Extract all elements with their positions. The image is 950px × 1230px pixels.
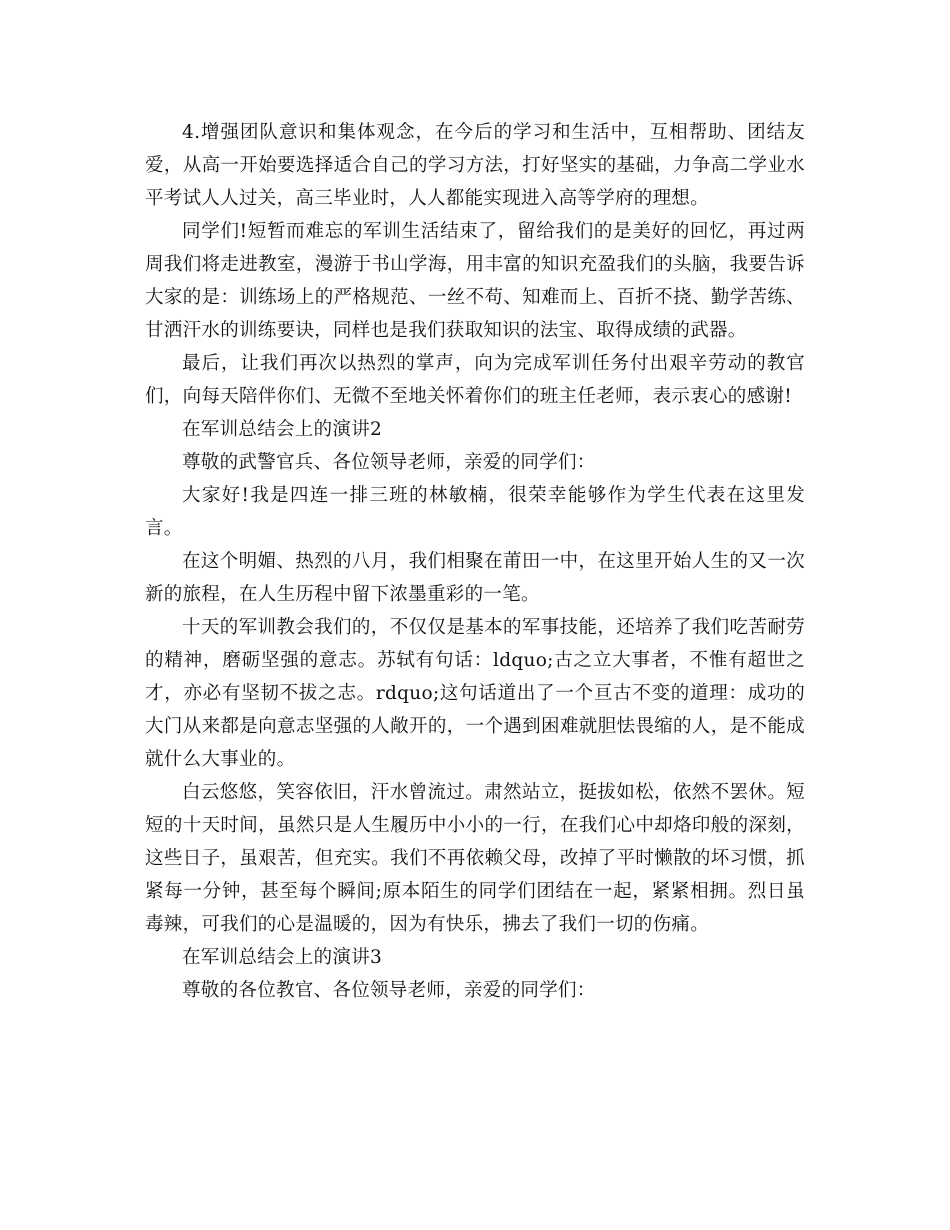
paragraph-classmates: 同学们!短暂而难忘的军训生活结束了，留给我们的是美好的回忆，再过两周我们将走进教室，漫游于书山学海，用丰富的知识充盈我们的头脑，我要告诉大家的是：训练场上的严格规范、一丝不苟、知难而上、百折不挠、勤学苦练、甘洒汗水的训练要诀，同样也是我们获取知识的法宝、取得成绩的武器。 — [145, 221, 805, 341]
speech-2-paragraph-ten-days: 十天的军训教会我们的，不仅仅是基本的军事技能，还培养了我们吃苦耐劳的精神，磨砺坚强的意志。苏轼有句话：ldquo;古之立大事者，不惟有超世之才，亦必有坚韧不拔之志。rdquo;这句话道出了一个亘古不变的道理：成功的大门从来都是向意志坚强的人敞开的，一个遇到困难就胆怯畏缩的人，是不能成就什么大事业的。 — [145, 617, 805, 770]
speech-3-heading: 在军训总结会上的演讲3 — [182, 947, 383, 968]
speech-2-heading: 在军训总结会上的演讲2 — [182, 419, 383, 440]
speech-2-greeting: 大家好!我是四连一排三班的林敏楠，很荣幸能够作为学生代表在这里发言。 — [145, 485, 805, 539]
paragraph-closing-thanks: 最后，让我们再次以热烈的掌声，向为完成军训任务付出艰辛劳动的教官们，向每天陪伴你们、无微不至地关怀着你们的班主任老师，表示衷心的感谢! — [145, 353, 805, 407]
speech-3-salutation: 尊敬的各位教官、各位领导老师，亲爱的同学们： — [182, 980, 596, 1001]
document-body — [145, 116, 805, 1007]
paragraph-goal-4: 4.增强团队意识和集体观念，在今后的学习和生活中，互相帮助、团结友爱，从高一开始要选择适合自己的学习方法，打好坚实的基础，力争高二学业水平考试人人过关，高三毕业时，人人都能实现进入高等学府的理想。 — [145, 122, 805, 209]
speech-2-salutation: 尊敬的武警官兵、各位领导老师，亲爱的同学们： — [182, 452, 596, 473]
speech-2-paragraph-clouds: 白云悠悠，笑容依旧，汗水曾流过。肃然站立，挺拔如松，依然不罢休。短短的十天时间，虽然只是人生履历中小小的一行，在我们心中却烙印般的深刻，这些日子，虽艰苦，但充实。我们不再依赖父母，改掉了平时懒散的坏习惯，抓紧每一分钟，甚至每个瞬间;原本陌生的同学们团结在一起，紧紧相拥。烈日虽毒辣，可我们的心是温暖的，因为有快乐，拂去了我们一切的伤痛。 — [145, 782, 805, 935]
speech-2-paragraph-august: 在这个明媚、热烈的八月，我们相聚在莆田一中，在这里开始人生的又一次新的旅程，在人生历程中留下浓墨重彩的一笔。 — [145, 551, 805, 605]
